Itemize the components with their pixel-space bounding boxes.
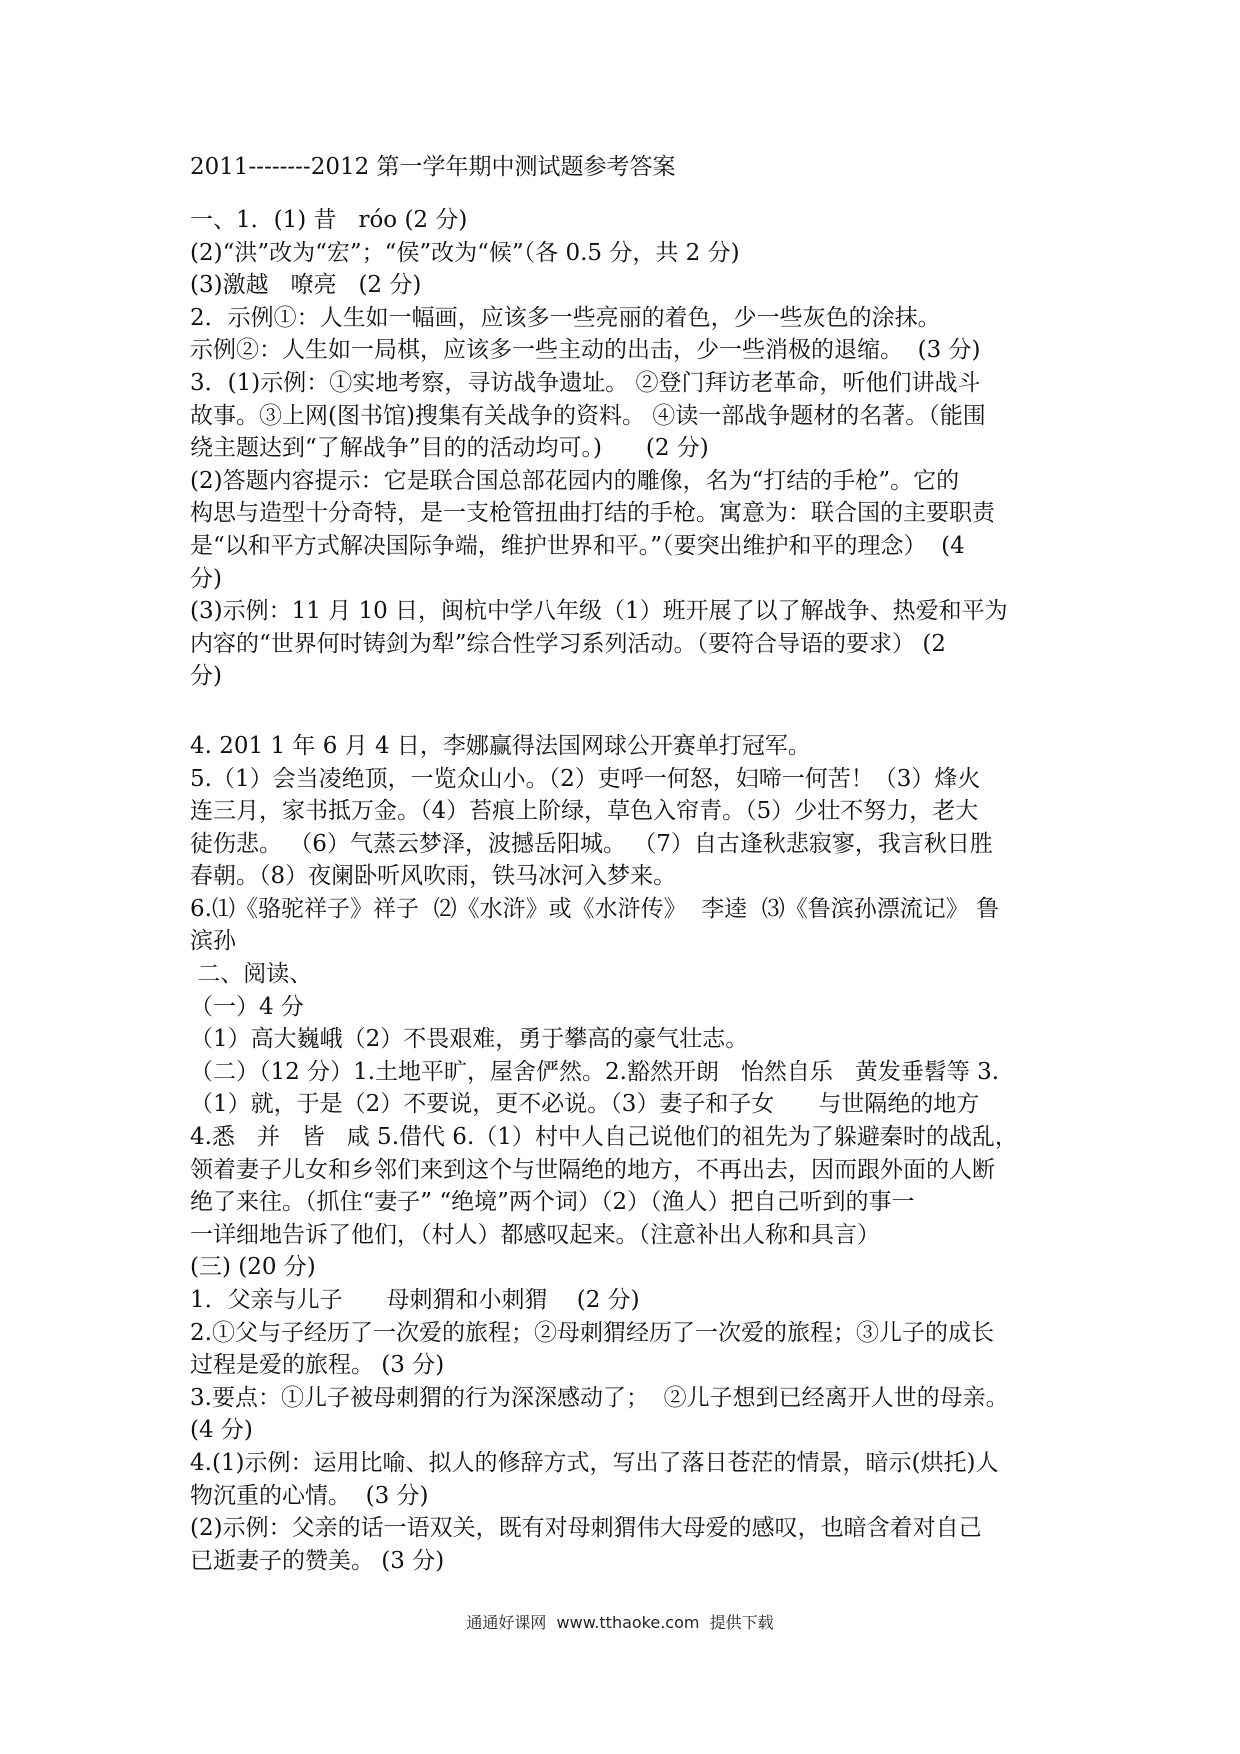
text-line: 构思与造型十分奇特，是一支枪管扭曲打结的手枪。寓意为：联合国的主要职责 xyxy=(190,500,995,527)
text-line: (三) (20 分) xyxy=(190,1254,316,1281)
text-line: 过程是爱的旅程。 (3 分) xyxy=(190,1352,445,1379)
text-line: 滨孙 xyxy=(190,928,236,955)
text-line: (3)示例：11 月 10 日，闽杭中学八年级（1）班开展了以了解战争、热爱和平为 xyxy=(190,598,1008,625)
text-line: 绝了来往。（抓住“妻子” “绝境”两个词）（2）（渔人）把自己听到的事一 xyxy=(190,1189,915,1216)
blank-line xyxy=(190,693,1070,730)
text-line: 春朝。（8）夜阑卧听风吹雨，铁马冰河入梦来。 xyxy=(190,863,677,890)
text-line: 徒伤悲。 （6）气蒸云梦泽，波撼岳阳城。 （7）自古逢秋悲寂寥，我言秋日胜 xyxy=(190,830,993,857)
text-line: (2)示例：父亲的话一语双关，既有对母刺猬伟大母爱的感叹，也暗含着对自己 xyxy=(190,1515,982,1542)
text-line: 2．示例①：人生如一幅画，应该多一些亮丽的着色，少一些灰色的涂抹。 xyxy=(190,304,941,331)
answer-body xyxy=(190,204,1070,1577)
text-line: 分) xyxy=(190,663,222,690)
text-line: 1．父亲与儿子 母刺猬和小刺猬 (2 分) xyxy=(190,1287,640,1313)
text-line: (2)“洪”改为“宏”；“侯”改为“候”（各 0.5 分，共 2 分) xyxy=(190,239,740,266)
text-line: (2)答题内容提示：它是联合国总部花园内的雕像，名为“打结的手枪”。它的 xyxy=(190,467,960,494)
text-line: 绕主题达到“了解战争”目的的活动均可。) (2 分) xyxy=(190,435,709,462)
text-line: （二）（12 分）1.土地平旷，屋舍俨然。2.豁然开朗 怡然自乐 黄发垂髫等 3. xyxy=(190,1058,1000,1085)
text-line: 示例②：人生如一局棋，应该多一些主动的出击，少一些消极的退缩。 (3 分) xyxy=(190,337,981,364)
page-title: 2011--------2012 第一学年期中测试题参考答案 xyxy=(190,154,676,180)
text-line: 内容的“世界何时铸剑为犁”综合性学习系列活动。（要符合导语的要求） (2 xyxy=(190,630,946,657)
text-line: 二、阅读、 xyxy=(190,961,313,988)
text-line: 连三月，家书抵万金。（4）苔痕上阶绿，草色入帘青。（5）少壮不努力，老大 xyxy=(190,798,979,825)
text-line: 3．(1)示例：①实地考察，寻访战争遗址。 ②登门拜访老革命，听他们讲战斗 xyxy=(190,369,981,396)
text-line: 一详细地告诉了他们，（村人）都感叹起来。（注意补出人称和具言） xyxy=(190,1221,880,1248)
text-line: (3)激越 嘹亮 (2 分) xyxy=(190,272,422,299)
text-line: （一）4 分 xyxy=(190,993,304,1020)
text-line: 6.⑴《骆驼祥子》祥子 ⑵《水浒》或《水浒传》 李逵 ⑶《鲁滨孙漂流记》 鲁 xyxy=(190,895,1000,922)
text-line: (4 分) xyxy=(190,1417,253,1444)
text-line: 3.要点：①儿子被母刺猬的行为深深感动了； ②儿子想到已经离开人世的母亲。 xyxy=(190,1384,1009,1411)
text-line: （1）就，于是（2）不要说，更不必说。（3）妻子和子女 与世隔绝的地方 xyxy=(190,1091,980,1118)
text-line: 4.悉 并 皆 咸 5.借代 6.（1）村中人自己说他们的祖先为了躲避秦时的战乱， xyxy=(190,1124,1018,1151)
text-line: 是“以和平方式解决国际争端，维护世界和平。”（要突出维护和平的理念） (4 xyxy=(190,532,965,559)
text-line: 4. 201 1 年 6 月 4 日，李娜赢得法国网球公开赛单打冠军。 xyxy=(190,732,811,759)
text-line: 2.①父与子经历了一次爱的旅程；②母刺猬经历了一次爱的旅程；③儿子的成长 xyxy=(190,1319,994,1346)
text-line: 故事。③上网(图书馆)搜集有关战争的资料。 ④读一部战争题材的名著。（能围 xyxy=(190,402,986,429)
text-line: （1）高大巍峨（2）不畏艰难，勇于攀高的豪气壮志。 xyxy=(190,1026,749,1053)
text-line: 一、1．(1) 昔 róo (2 分) xyxy=(190,207,468,233)
text-line: 5.（1）会当凌绝顶，一览众山小。（2）吏呼一何怒，妇啼一何苦！（3）烽火 xyxy=(190,765,981,792)
text-line: 分) xyxy=(190,565,222,592)
text-line: 4.(1)示例：运用比喻、拟人的修辞方式，写出了落日苍茫的情景，暗示(烘托)人 xyxy=(190,1449,999,1476)
text-line: 已逝妻子的赞美。 (3 分) xyxy=(190,1547,445,1574)
footer-watermark: 通通好课网 www.tthaoke.com 提供下载 xyxy=(466,1613,774,1632)
text-line: 领着妻子儿女和乡邻们来到这个与世隔绝的地方，不再出去，因而跟外面的人断 xyxy=(190,1156,995,1183)
text-line: 物沉重的心情。 (3 分) xyxy=(190,1482,429,1509)
